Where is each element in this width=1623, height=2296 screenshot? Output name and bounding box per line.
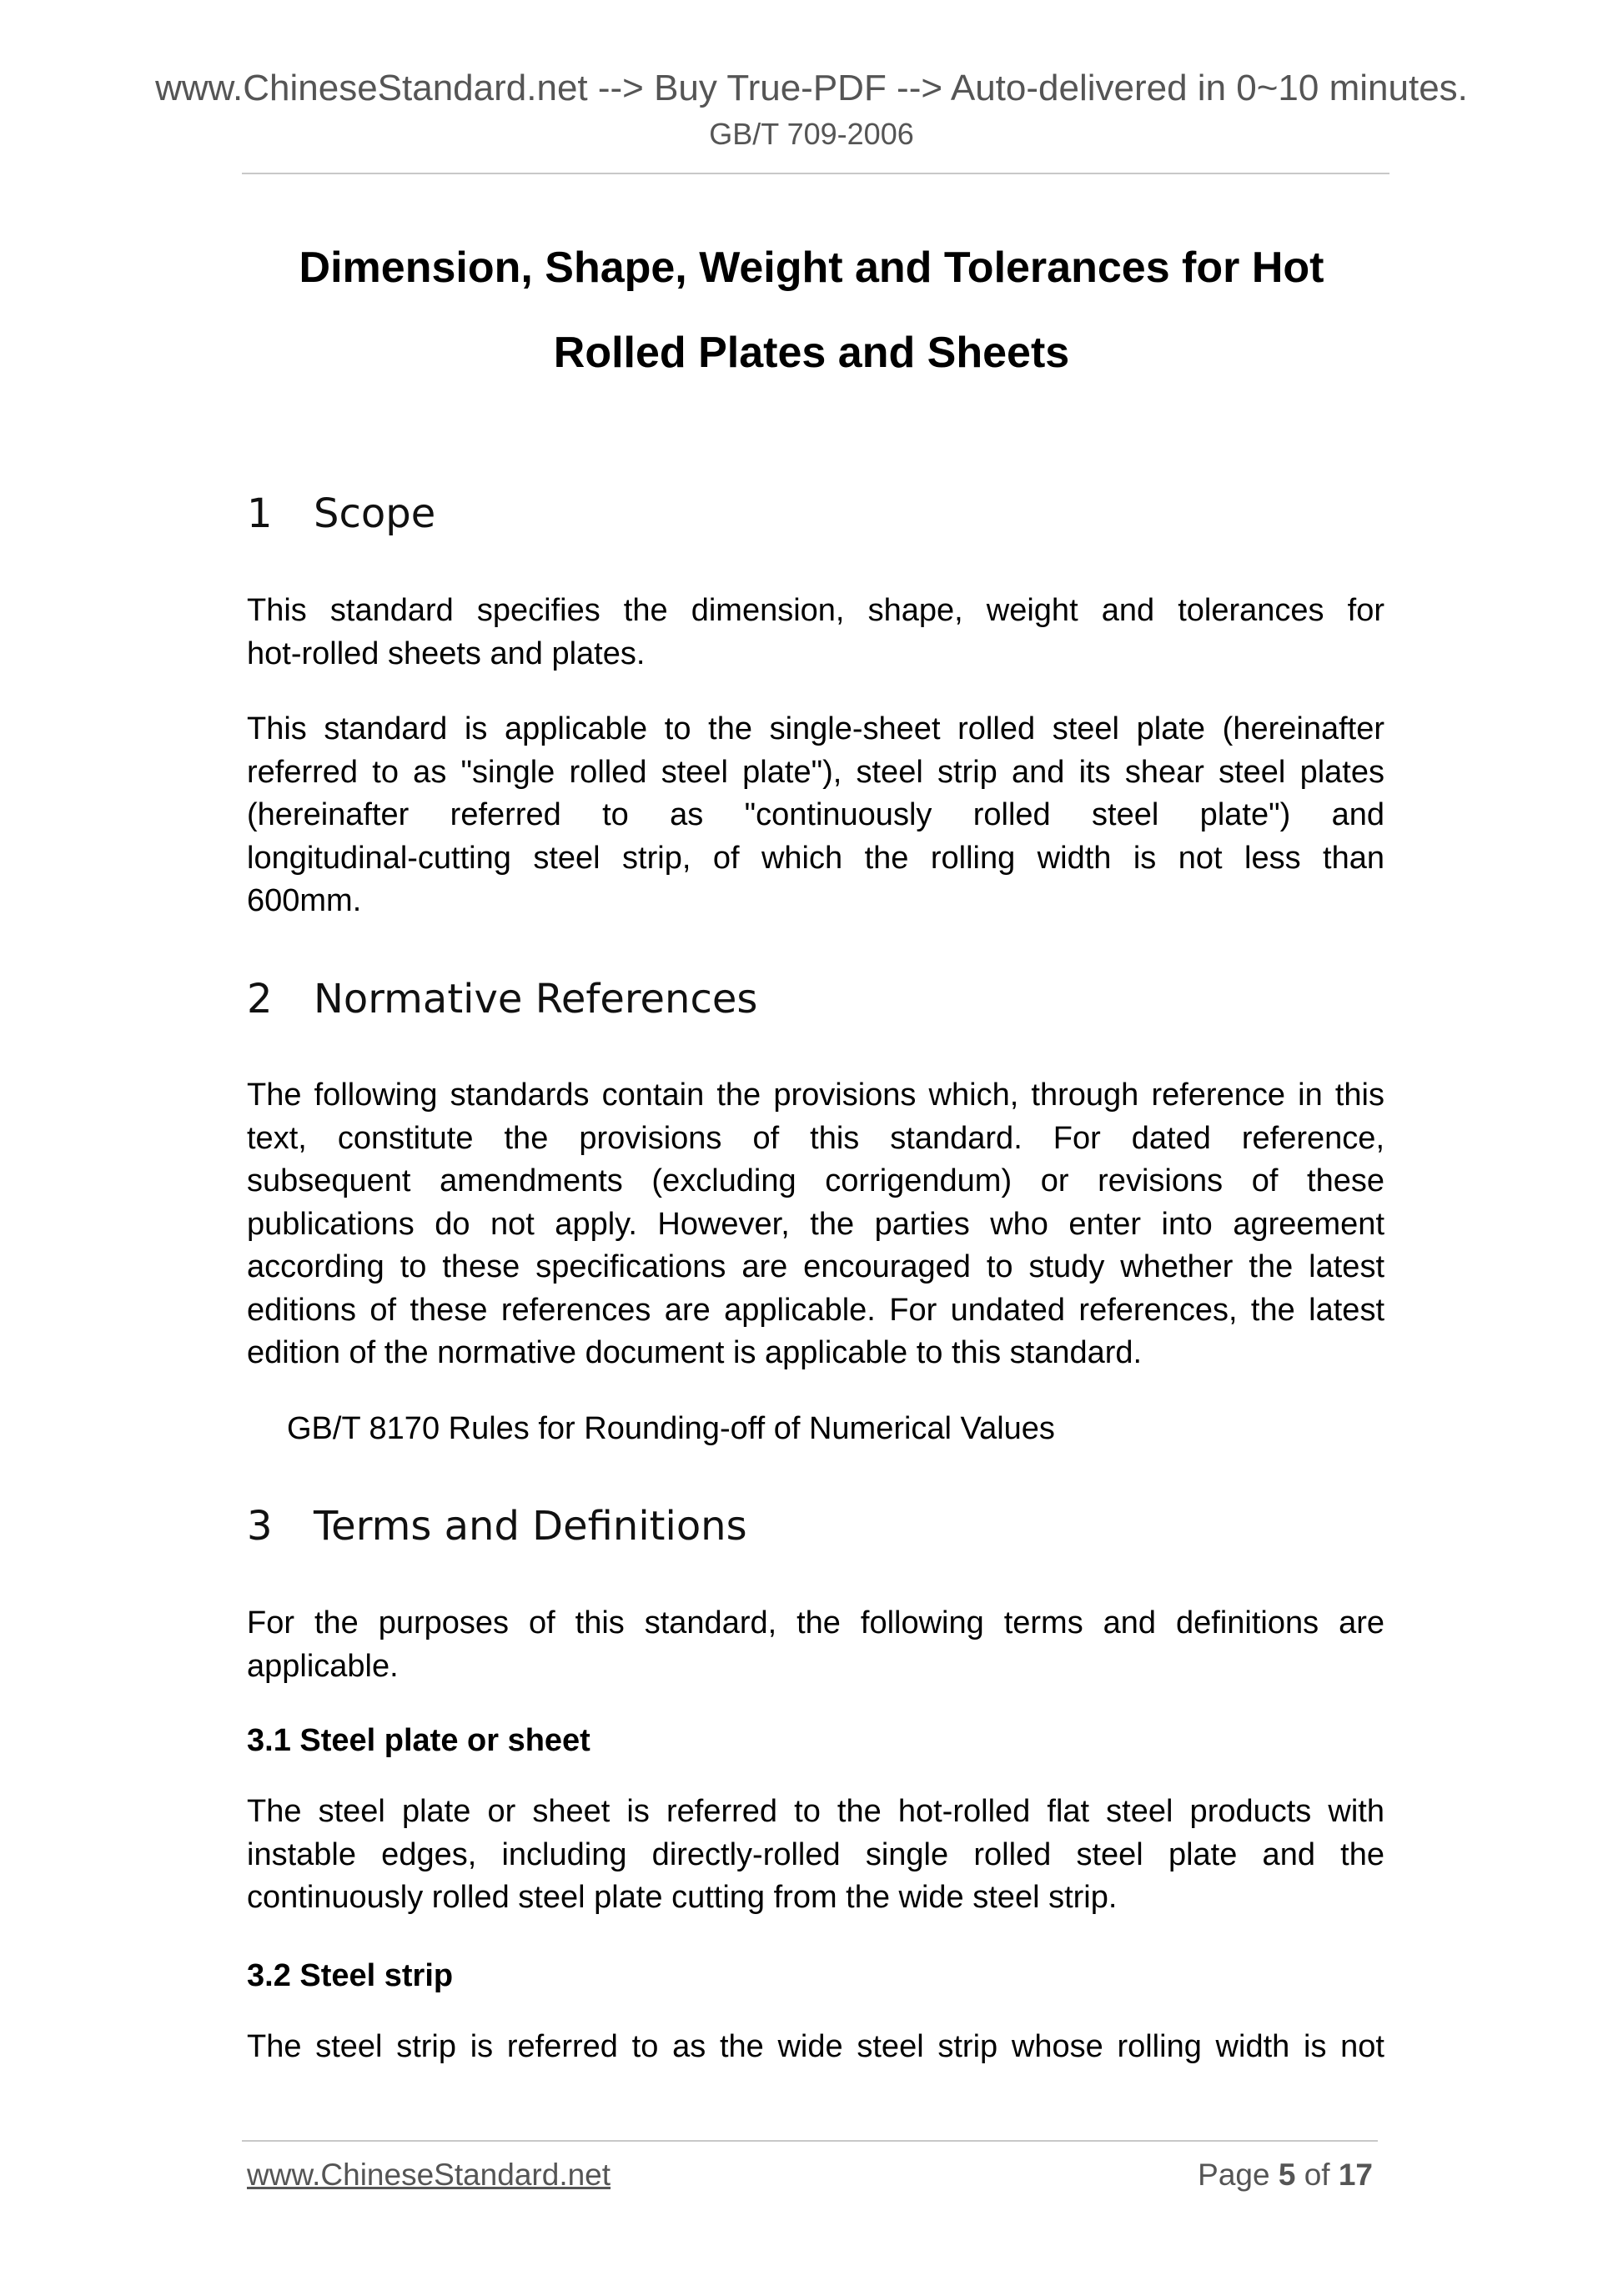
section-number: 2 [247,976,273,1022]
terms-intro-paragraph [247,1602,1384,1688]
text-line: This standard specifies the dimension, shape, weight and tolerances for [247,593,1384,628]
text-line: 600mm. [247,883,362,918]
section-heading-normative-references [247,974,757,1024]
definition-3-2 [247,2026,1384,2069]
current-page-number: 5 [1278,2158,1296,2192]
text-line: The following standards contain the provisions which, through reference in this [247,1078,1384,1113]
text-line: hot-rolled sheets and plates. [247,636,646,671]
section-heading-terms-definitions [247,1501,747,1551]
section-title: Scope [314,490,436,537]
footer-divider [242,2140,1378,2142]
of-label: of [1304,2158,1330,2192]
text-line: The steel strip is referred to as the wide steel strip whose rolling width is not [247,2029,1384,2064]
document-title-line-2: Rolled Plates and Sheets [553,329,1070,377]
text-line: editions of these references are applicable. For undated references, the latest [247,1292,1384,1328]
scope-paragraph-2 [247,708,1384,923]
header-divider [242,173,1389,174]
section-title: Normative References [314,976,758,1022]
text-line: (hereinafter referred to as "continuously rolled steel plate") and [247,797,1384,832]
footer-site-link[interactable]: www.ChineseStandard.net [247,2158,611,2192]
subsection-heading-3-1: 3.1 Steel plate or sheet [247,1723,590,1758]
definition-3-1 [247,1791,1384,1920]
page-label: Page [1198,2158,1270,2192]
text-line: publications do not apply. However, the parties who enter into agreement [247,1206,1384,1242]
text-line: according to these specifications are encouraged to study whether the latest [247,1249,1384,1284]
section-number: 3 [247,1503,273,1550]
subsection-heading-3-2: 3.2 Steel strip [247,1958,454,1993]
total-pages: 17 [1338,2158,1373,2192]
text-line: The steel plate or sheet is referred to the hot-rolled flat steel products with [247,1794,1384,1829]
page-indicator [1198,2157,1373,2193]
text-line: edition of the normative document is applicable to this standard. [247,1335,1143,1370]
document-title-line-1: Dimension, Shape, Weight and Tolerances for Hot [299,244,1324,292]
referenced-standard: GB/T 8170 Rules for Rounding-off of Numerical Values [287,1411,1055,1446]
text-line: longitudinal-cutting steel strip, of which the rolling width is not less than [247,840,1384,876]
references-paragraph [247,1074,1384,1375]
text-line: This standard is applicable to the single-sheet rolled steel plate (hereinafter [247,711,1384,746]
text-line: instable edges, including directly-rolled single rolled steel plate and the [247,1836,1384,1872]
section-heading-scope [247,489,435,539]
scope-paragraph-1 [247,590,1384,676]
text-line: For the purposes of this standard, the following terms and definitions are [247,1605,1384,1640]
text-line: continuously rolled steel plate cutting from the wide steel strip. [247,1880,1118,1915]
text-line: referred to as "single rolled steel plate"), steel strip and its shear steel plates [247,754,1384,790]
text-line: text, constitute the provisions of this standard. For dated reference, [247,1120,1384,1156]
text-line: applicable. [247,1648,399,1684]
standard-id: GB/T 709-2006 [709,117,914,151]
site-banner: www.ChineseStandard.net --> Buy True-PDF --> Auto-delivered in 0~10 minutes. [155,68,1468,108]
section-number: 1 [247,490,273,537]
section-title: Terms and Definitions [314,1503,747,1550]
text-line: subsequent amendments (excluding corrigendum) or revisions of these [247,1163,1384,1198]
